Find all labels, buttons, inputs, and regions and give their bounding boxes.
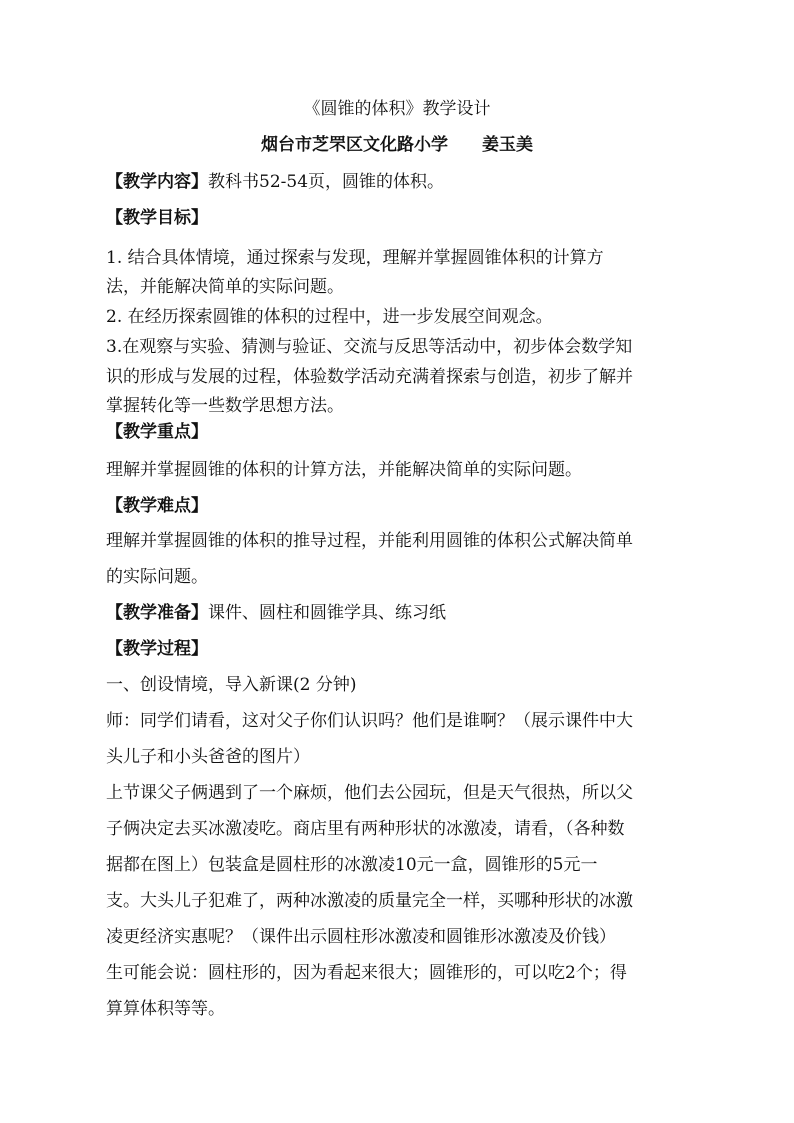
process-line: 据都在图上）包装盒是圆柱形的冰激凌10元一盒，圆锥形的5元一 <box>106 855 598 875</box>
key-points-heading: 【教学重点】 <box>106 422 208 442</box>
objective-line: 3.在观察与实验、猜测与验证、交流与反思等活动中，初步体会数学知 <box>106 337 633 357</box>
process-line: 上节课父子俩遇到了一个麻烦，他们去公园玩，但是天气很热，所以父 <box>106 783 633 803</box>
objective-line: 识的形成与发展的过程，体验数学活动充满着探索与创造，初步了解并 <box>106 367 633 387</box>
objective-line: 1. 结合具体情境，通过探索与发现，理解并掌握圆锥体积的计算方 <box>106 248 604 268</box>
objective-line: 2. 在经历探索圆锥的体积的过程中，进一步发展空间观念。 <box>106 307 553 327</box>
preparation-line <box>106 602 706 624</box>
process-line: 生可能会说：圆柱形的，因为看起来很大；圆锥形的，可以吃2个；得 <box>106 963 627 983</box>
document-title: 《圆锥的体积》教学设计 <box>303 99 491 119</box>
process-line: 子俩决定去买冰激凌吃。商店里有两种形状的冰激凌，请看，（各种数 <box>106 819 625 839</box>
difficulties-line: 的实际问题。 <box>106 567 208 587</box>
author-school: 烟台市芝罘区文化路小学 <box>261 135 448 155</box>
process-line: 师：同学们请看，这对父子你们认识吗？他们是谁啊？（展示课件中大 <box>106 711 633 731</box>
process-section-heading: 一、创设情境，导入新课(2 分钟) <box>106 675 357 695</box>
process-line: 算算体积等等。 <box>106 999 225 1019</box>
difficulties-heading: 【教学难点】 <box>106 496 208 516</box>
content-text: 教科书52-54页，圆锥的体积。 <box>208 172 445 192</box>
difficulties-line: 理解并掌握圆锥的体积的推导过程，并能利用圆锥的体积公式解决简单 <box>106 531 633 551</box>
objective-line: 法，并能解决简单的实际问题。 <box>106 277 344 297</box>
content-line <box>106 171 706 193</box>
process-heading: 【教学过程】 <box>106 639 208 659</box>
objectives-heading: 【教学目标】 <box>106 208 208 228</box>
process-line: 支。大头儿子犯难了，两种冰激凌的质量完全一样，买哪种形状的冰激 <box>106 891 633 911</box>
process-line: 凌更经济实惠呢？（课件出示圆柱形冰激凌和圆锥形冰激凌及价钱） <box>106 927 616 947</box>
author-line <box>0 134 794 156</box>
preparation-text: 课件、圆柱和圆锥学具、练习纸 <box>208 603 446 623</box>
process-line: 头儿子和小头爸爸的图片） <box>106 747 310 767</box>
preparation-heading: 【教学准备】 <box>106 603 208 623</box>
author-name: 姜玉美 <box>482 135 533 155</box>
key-points-text: 理解并掌握圆锥的体积的计算方法，并能解决简单的实际问题。 <box>106 460 582 480</box>
content-heading: 【教学内容】 <box>106 172 208 192</box>
objective-line: 掌握转化等一些数学思想方法。 <box>106 396 344 416</box>
